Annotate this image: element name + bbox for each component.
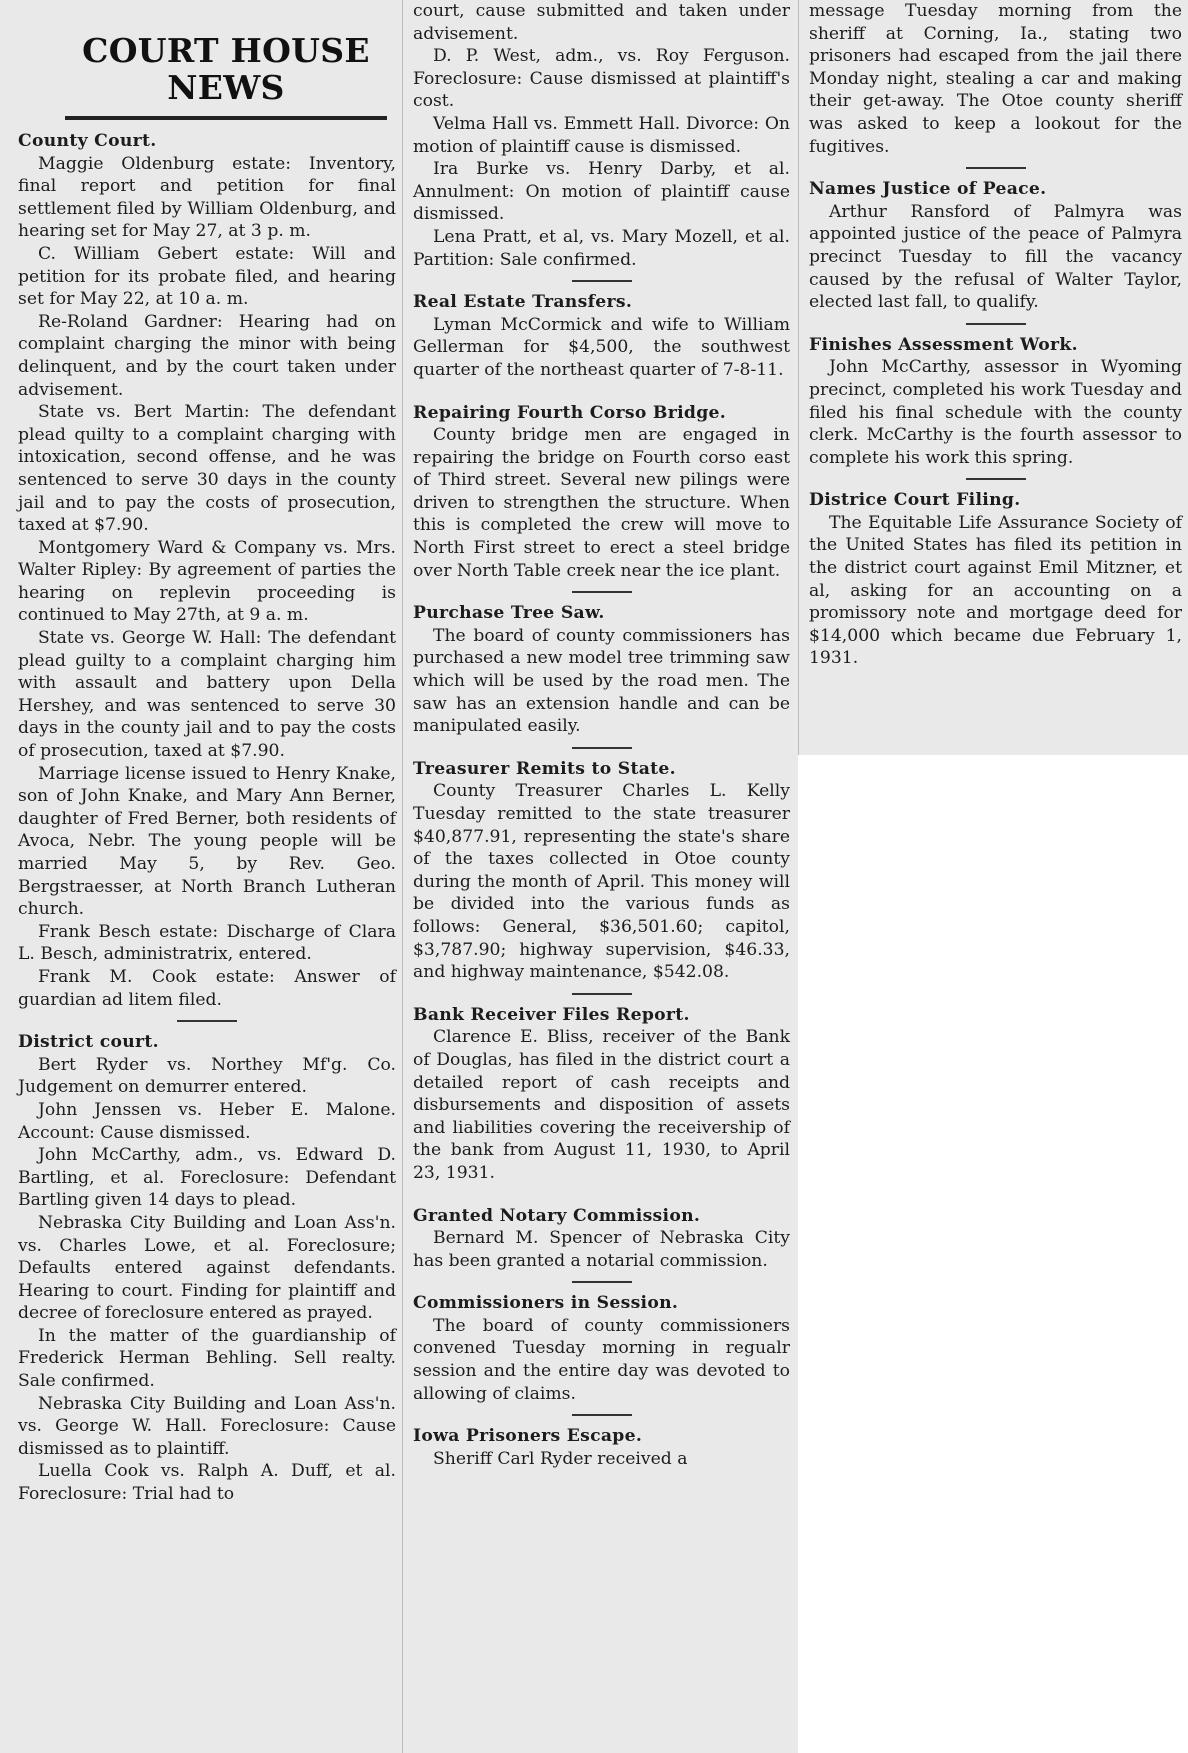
county-item: State vs. Bert Martin: The defendant plead quilty to a complaint charging with intoxication, second offense, and he was sentenced to serve 30 days in the county jail and to pay the costs of prosecution, taxed at $7.90. <box>18 402 396 536</box>
district-item: Nebraska City Building and Loan Ass'n. vs. Charles Lowe, et al. Foreclosure; Defaults entered against defendants. Hearing to court. Finding for plaintiff and decree of foreclosure entered as prayed. <box>18 1212 396 1324</box>
district-item: Bert Ryder vs. Northey Mf'g. Co. Judgement on demurrer entered. <box>18 1054 396 1098</box>
assessment-heading: Finishes Assessment Work. <box>809 334 1078 355</box>
bank-receiver-heading: Bank Receiver Files Report. <box>413 1004 690 1025</box>
iowa-escape-text: Sheriff Carl Ryder received a <box>433 1448 688 1469</box>
district-item: John McCarthy, adm., vs. Edward D. Bartling, et al. Foreclosure: Defendant Bartling given 14 days to plead. <box>18 1145 396 1211</box>
district-item: D. P. West, adm., vs. Roy Ferguson. Foreclosure: Cause dismissed at plaintiff's cost. <box>413 46 790 112</box>
section-divider <box>572 993 632 995</box>
notary-text: Bernard M. Spencer of Nebraska City has been granted a notarial commission. <box>413 1228 790 1271</box>
real-estate-heading: Real Estate Transfers. <box>413 292 633 313</box>
district-item: Luella Cook vs. Ralph A. Duff, et al. Foreclosure: Trial had to <box>18 1461 396 1505</box>
district-filing-heading: Districe Court Filing. <box>809 490 1021 511</box>
commissioners-text: The board of county commissioners convened Tuesday morning in regualr session and the entire day was devoted to allowing of claims. <box>413 1315 790 1404</box>
masthead <box>65 32 387 120</box>
county-court-items <box>18 153 396 1012</box>
masthead-line-2: NEWS <box>167 68 285 107</box>
section-divider <box>177 1020 237 1022</box>
district-item: In the matter of the guardianship of Frederick Herman Behling. Sell realty. Sale confirmed. <box>18 1325 396 1392</box>
section-divider <box>572 1281 632 1283</box>
county-item: Maggie Oldenburg estate: Inventory, final report and petition for final settlement filed by William Oldenburg, and hearing set for May 27, at 3 p. m. <box>18 153 396 242</box>
section-divider <box>572 1414 632 1416</box>
notary-heading: Granted Notary Commission. <box>413 1205 701 1226</box>
section-gap <box>572 1194 632 1196</box>
district-item: John Jenssen vs. Heber E. Malone. Account: Cause dismissed. <box>18 1099 396 1143</box>
district-filing-text: The Equitable Life Assurance Society of the United States has filed its petition in the district court against Emil Mitzner, et al, asking for an accounting on a promissory note and mortgage deed for $14,000 which became due February 1, 1931. <box>809 512 1182 669</box>
bridge-heading: Repairing Fourth Corso Bridge. <box>413 402 727 423</box>
justice-heading: Names Justice of Peace. <box>809 179 1047 200</box>
county-item: Montgomery Ward & Company vs. Mrs. Walter Ripley: By agreement of parties the hearing on replevin proceeding is continued to May 27th, at 9 a. m. <box>18 537 396 626</box>
district-item: Velma Hall vs. Emmett Hall. Divorce: On motion of plaintiff cause is dismissed. <box>413 113 790 157</box>
district-court-heading: District court. <box>18 1032 159 1053</box>
iowa-escape-heading: Iowa Prisoners Escape. <box>413 1426 643 1447</box>
county-court-heading: County Court. <box>18 131 157 151</box>
real-estate-text: Lyman McCormick and wife to William Gellerman for $4,500, the southwest quarter of the northeast quarter of 7-8-11. <box>413 314 790 380</box>
commissioners-heading: Commissioners in Session. <box>413 1293 679 1314</box>
section-divider <box>966 478 1026 480</box>
assessment-text: John McCarthy, assessor in Wyoming precinct, completed his work Tuesday and filed his final schedule with the county clerk. McCarthy is the fourth assessor to complete his work this spring. <box>809 357 1182 468</box>
district-item: Ira Burke vs. Henry Darby, et al. Annulment: On motion of plaintiff cause dismissed. <box>413 159 790 225</box>
column-news-items <box>402 0 798 1753</box>
tree-saw-heading: Purchase Tree Saw. <box>413 603 605 624</box>
district-item: Nebraska City Building and Loan Ass'n. vs. George W. Hall. Foreclosure: Cause dismissed as to plaintiff. <box>18 1393 396 1459</box>
county-item: Frank M. Cook estate: Answer of guardian ad litem filed. <box>18 966 396 1010</box>
county-item: Frank Besch estate: Discharge of Clara L. Besch, administratrix, entered. <box>18 921 396 965</box>
treasurer-heading: Treasurer Remits to State. <box>413 758 676 779</box>
tree-saw-text: The board of county commissioners has purchased a new model tree trimming saw which will be used by the road men. The saw has an extension handle and can be manipulated easily. <box>413 625 790 737</box>
district-court-items <box>18 1054 396 1506</box>
masthead-line-1: COURT HOUSE <box>82 31 370 70</box>
iowa-escape-continuation: message Tuesday morning from the sheriff at Corning, Ia., stating two prisoners had escaped from the jail there Monday night, stealing a car and making their get-away. The Otoe county sheriff was asked to keep a lookout for the fugitives. <box>809 1 1182 157</box>
county-item: Marriage license issued to Henry Knake, son of John Knake, and Mary Ann Berner, daughter of Fred Berner, both residents of Avoca, Nebr. The young people will be married May 5, by Rev. Geo. Bergstraesser, at North Branch Lutheran church. <box>18 763 396 920</box>
continuation-text: court, cause submitted and taken under advisement. <box>413 1 790 44</box>
bridge-text: County bridge men are engaged in repairing the bridge on Fourth corso east of Third street. Several new pilings were driven to strengthen the structure. When this is completed the crew will move to North First street to erect a steel bridge over North Table creek near the ice plant. <box>413 425 790 581</box>
county-item: Re-Roland Gardner: Hearing had on complaint charging the minor with being delinquent, and by the court taken under advisement. <box>18 311 396 400</box>
section-divider <box>966 167 1026 169</box>
treasurer-text: County Treasurer Charles L. Kelly Tuesday remitted to the state treasurer $40,877.91, representing the state's share of the taxes collected in Otoe county during the month of April. This money will be divided into the various funds as follows: General, $36,501.60; capitol, $3,787.90; highway supervision, $46.33, and highway maintenance, $542.08. <box>413 781 790 983</box>
section-divider <box>572 591 632 593</box>
district-item: Lena Pratt, et al, vs. Mary Mozell, et al. Partition: Sale confirmed. <box>413 226 790 270</box>
county-item: C. William Gebert estate: Will and petition for its probate filed, and hearing set for May 22, at 10 a. m. <box>18 243 396 310</box>
column-county-district-court <box>0 0 402 1753</box>
section-divider <box>966 323 1026 325</box>
masthead-rule <box>65 116 387 120</box>
column-news-items-continued <box>798 0 1188 755</box>
section-gap <box>572 391 632 393</box>
justice-text: Arthur Ransford of Palmyra was appointed justice of the peace of Palmyra precinct Tuesday to fill the vacancy caused by the refusal of Walter Taylor, elected last fall, to qualify. <box>809 201 1182 313</box>
county-item: State vs. George W. Hall: The defendant plead guilty to a complaint charging him with assault and battery upon Della Hershey, and was sentenced to serve 30 days in the county jail and to pay the costs of prosecution, taxed at $7.90. <box>18 628 396 762</box>
bank-receiver-text: Clarence E. Bliss, receiver of the Bank of Douglas, has filed in the district court a detailed report of cash receipts and disbursements and disposition of assets and liabilities covering the receivership of the bank from August 11, 1930, to April 23, 1931. <box>413 1027 790 1183</box>
section-divider <box>572 747 632 749</box>
section-divider <box>572 280 632 282</box>
